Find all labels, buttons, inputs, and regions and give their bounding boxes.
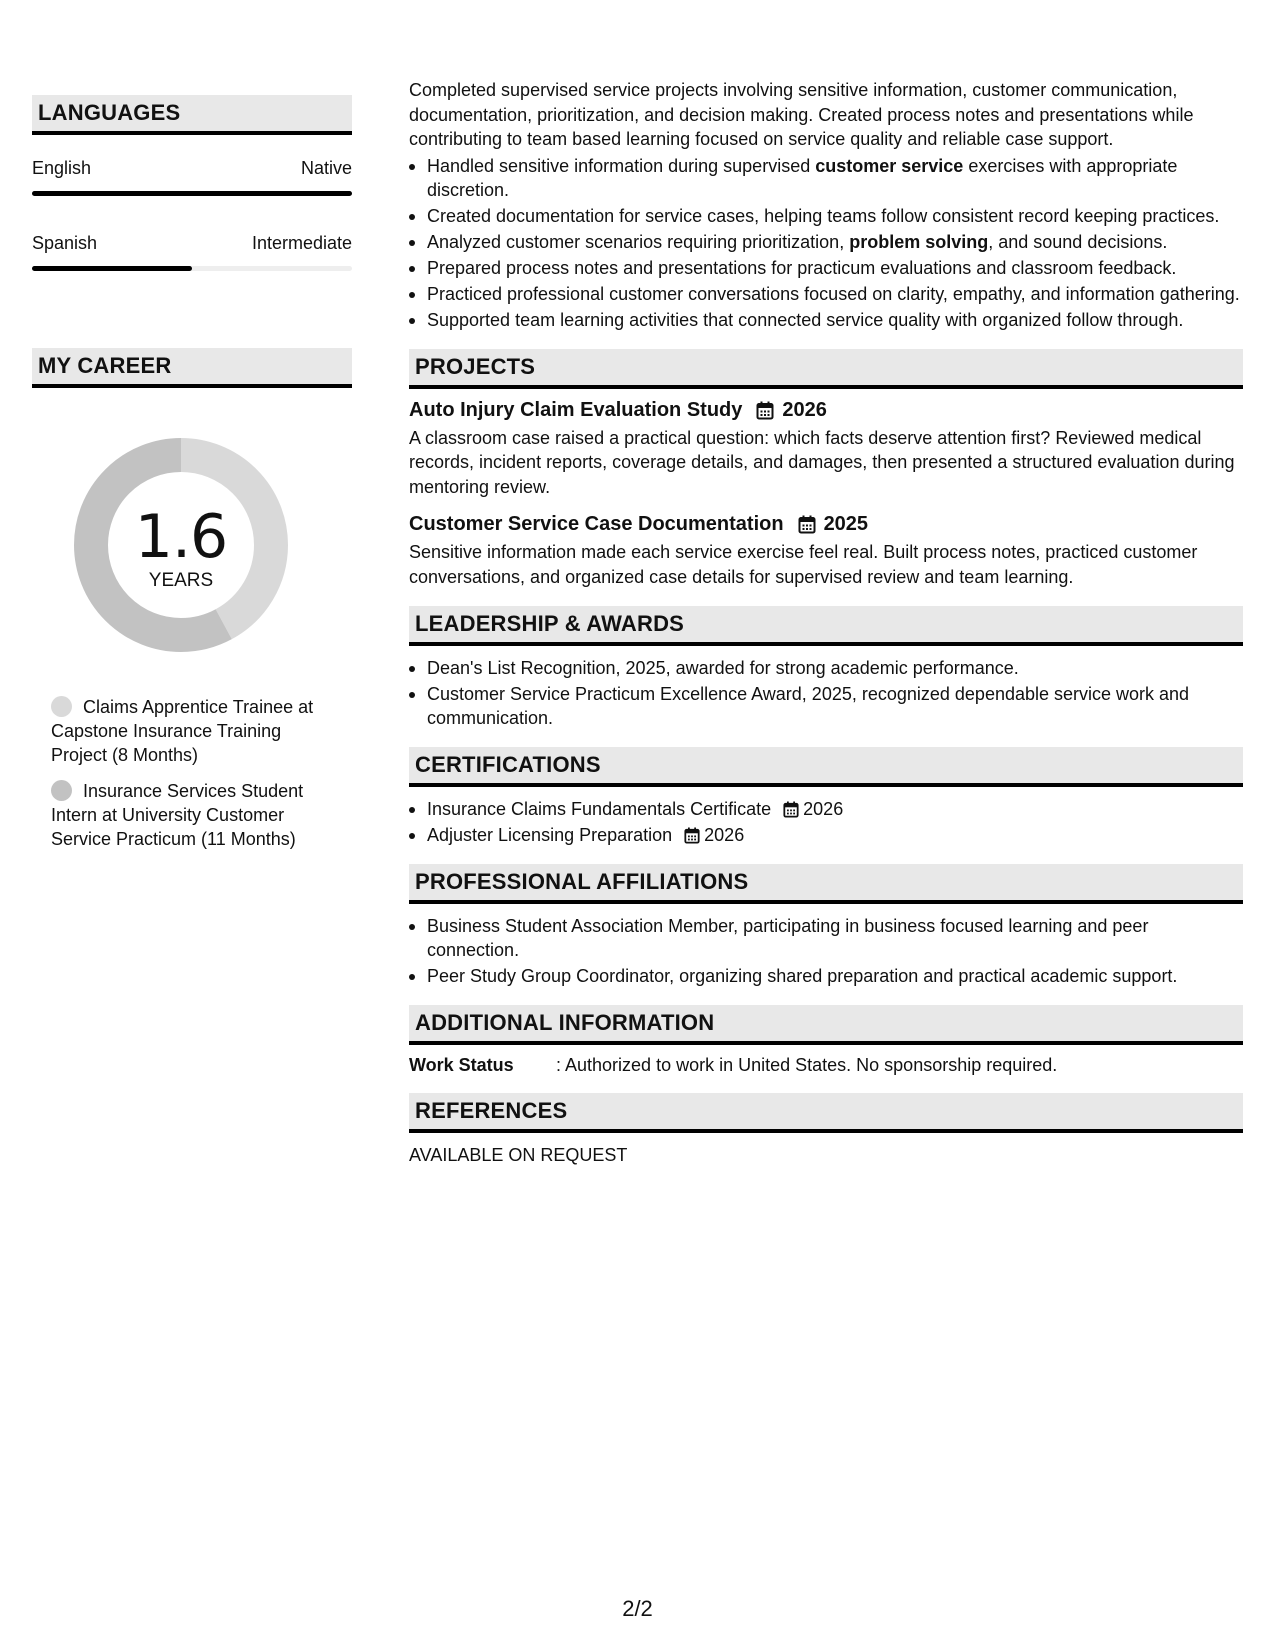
- certification-year: 2026: [704, 825, 745, 845]
- certification-item: [409, 823, 1243, 847]
- leadership-item: Dean's List Recognition, 2025, awarded for strong academic performance.: [409, 656, 1243, 680]
- language-proficiency-fill: [32, 266, 192, 271]
- career-total-unit: YEARS: [148, 570, 214, 591]
- project-name: Customer Service Case Documentation: [409, 513, 784, 535]
- certification-name: Insurance Claims Fundamentals Certificate: [427, 799, 772, 819]
- language-proficiency-bar: [32, 266, 352, 271]
- page-number: 2/2: [622, 1596, 653, 1621]
- language-name: English: [32, 158, 92, 178]
- language-proficiency-bar: [32, 191, 352, 196]
- language-level: Native: [300, 158, 352, 178]
- calendar-icon: [798, 515, 816, 534]
- project-name: Auto Injury Claim Evaluation Study: [409, 398, 743, 421]
- career-item: [51, 779, 327, 851]
- languages-heading: LANGUAGES: [32, 95, 352, 135]
- experience-summary: Completed supervised service projects involving sensitive information, customer communication, documentation, prioritization, and decision making. Created process notes and presentations while contributing to team based learning focused on service quality and reliable case support.: [409, 80, 1194, 149]
- career-item-text: Insurance Services Student Intern at University Customer Service Practicum (11 Months): [51, 781, 304, 849]
- language-level: Intermediate: [251, 233, 352, 253]
- leadership-item: Customer Service Practicum Excellence Award, 2025, recognized dependable service work and communication.: [409, 682, 1243, 730]
- language-spanish: [32, 233, 352, 271]
- career-heading: MY CAREER: [32, 348, 352, 388]
- experience-bullet: Created documentation for service cases, helping teams follow consistent record keeping practices.: [409, 204, 1243, 228]
- affiliations-section: [409, 864, 1243, 988]
- project-year: 2025: [823, 513, 869, 535]
- experience-bullets: [409, 154, 1243, 332]
- certifications-heading: CERTIFICATIONS: [409, 747, 1243, 787]
- experience-bullet: Practiced professional customer conversations focused on clarity, empathy, and information gathering.: [409, 282, 1243, 306]
- certification-year: 2026: [803, 799, 844, 819]
- calendar-icon: [684, 827, 700, 844]
- career-donut: [66, 430, 296, 660]
- work-status-value: : Authorized to work in United States. No sponsorship required.: [556, 1055, 1058, 1075]
- project-description: A classroom case raised a practical question: which facts deserve attention first? Reviewed medical records, incident reports, coverage details, and damages, then presented a structured evaluation during mentoring review.: [409, 427, 1235, 497]
- affiliation-item: Peer Study Group Coordinator, organizing shared preparation and practical academic support.: [409, 964, 1243, 988]
- career-total-years: 1.6: [134, 502, 228, 572]
- career-dot-icon: [51, 696, 72, 717]
- calendar-icon: [783, 801, 799, 818]
- projects-section: [409, 349, 1243, 590]
- experience-bullet: Prepared process notes and presentations for practicum evaluations and classroom feedback.: [409, 256, 1243, 280]
- additional-section: [409, 1005, 1243, 1076]
- experience-bullet: Handled sensitive information during supervised customer service exercises with appropriate discretion.: [409, 154, 1243, 202]
- affiliations-heading: PROFESSIONAL AFFILIATIONS: [409, 864, 1243, 904]
- sidebar: [32, 95, 352, 863]
- additional-heading: ADDITIONAL INFORMATION: [409, 1005, 1243, 1045]
- references-heading: REFERENCES: [409, 1093, 1243, 1133]
- career-item-text: Claims Apprentice Trainee at Capstone Insurance Training Project (8 Months): [51, 697, 314, 765]
- references-text: AVAILABLE ON REQUEST: [409, 1145, 628, 1165]
- certification-name: Adjuster Licensing Preparation: [427, 825, 673, 845]
- references-section: [409, 1093, 1243, 1168]
- language-english: [32, 158, 352, 196]
- certification-item: [409, 797, 1243, 821]
- language-name: Spanish: [32, 233, 98, 253]
- career-list: [32, 695, 327, 851]
- certifications-section: [409, 747, 1243, 847]
- project-item: [409, 513, 1243, 589]
- experience-bullet: Analyzed customer scenarios requiring prioritization, problem solving, and sound decisions.: [409, 230, 1243, 254]
- projects-heading: PROJECTS: [409, 349, 1243, 389]
- leadership-heading: LEADERSHIP & AWARDS: [409, 606, 1243, 646]
- leadership-section: [409, 606, 1243, 730]
- calendar-icon: [756, 401, 774, 420]
- project-description: Sensitive information made each service exercise feel real. Built process notes, practiced customer conversations, and organized case details for supervised review and team learning.: [409, 542, 1198, 587]
- experience-bullet: Supported team learning activities that connected service quality with organized follow through.: [409, 308, 1243, 332]
- project-year: 2026: [782, 398, 827, 421]
- affiliation-item: Business Student Association Member, participating in business focused learning and peer connection.: [409, 914, 1243, 962]
- project-item: [409, 399, 1243, 500]
- career-item: [51, 695, 327, 767]
- career-dot-icon: [51, 780, 72, 801]
- language-proficiency-fill: [32, 191, 352, 196]
- main-column: [409, 78, 1243, 1168]
- work-status: [409, 1055, 1243, 1076]
- work-status-label: Work Status: [409, 1055, 514, 1075]
